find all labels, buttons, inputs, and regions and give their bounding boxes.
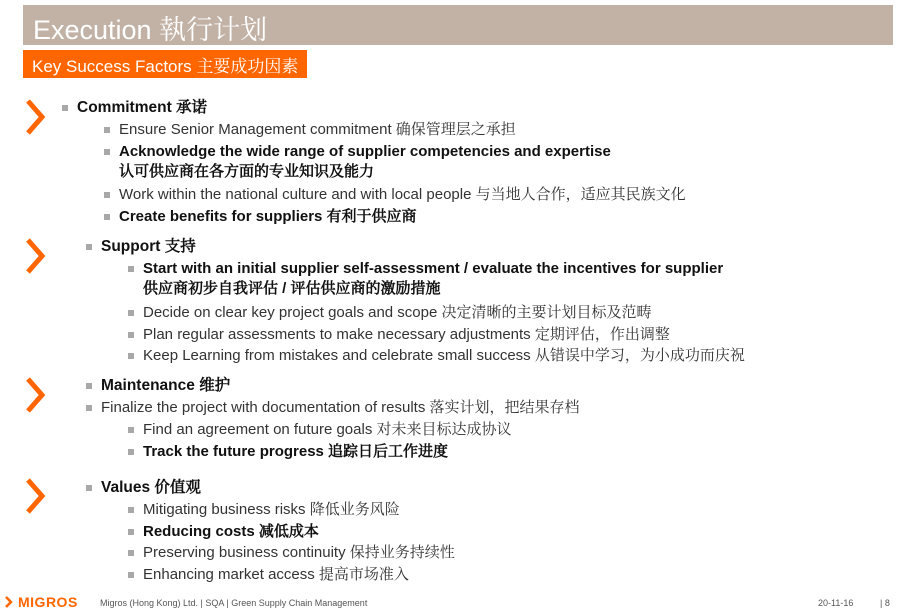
list-item: Keep Learning from mistakes and celebrate small success 从错误中学习，为小成功而庆祝 xyxy=(128,346,745,366)
chevron-right-icon xyxy=(4,595,14,609)
section-heading-values: Values 价值观 xyxy=(86,478,201,498)
bullet-icon xyxy=(86,244,92,250)
chevron-right-icon xyxy=(25,376,47,414)
subtitle-banner xyxy=(23,50,307,78)
list-item: Ensure Senior Management commitment 确保管理层之承担 xyxy=(104,120,516,140)
list-item: Find an agreement on future goals 对未来目标达成协议 xyxy=(128,420,511,440)
bullet-icon xyxy=(86,485,92,491)
bullet-icon xyxy=(128,353,134,359)
bullet-icon xyxy=(128,550,134,556)
bullet-icon xyxy=(104,149,110,155)
bullet-icon xyxy=(86,383,92,389)
section-heading-support: Support 支持 xyxy=(86,237,196,257)
bullet-icon xyxy=(104,127,110,133)
chevron-right-icon xyxy=(25,477,47,515)
title-bar xyxy=(23,5,893,45)
list-item: Track the future progress 追踪日后工作进度 xyxy=(128,442,448,462)
list-item: Start with an initial supplier self-assessment / evaluate the incentives for supplier 供应商初步自我评估 / 评估供应商的激励措施 xyxy=(128,259,723,299)
footer-text: Migros (Hong Kong) Ltd. | SQA | Green Supply Chain Management xyxy=(100,598,368,608)
bullet-icon xyxy=(128,529,134,535)
list-item: Work within the national culture and with local people 与当地人合作，适应其民族文化 xyxy=(104,185,686,205)
bullet-icon xyxy=(62,105,68,111)
list-item: Decide on clear key project goals and scope 决定清晰的主要计划目标及范畴 xyxy=(128,303,652,323)
slide-title: Execution 執行计划 xyxy=(33,15,268,45)
migros-logo xyxy=(4,594,78,610)
bullet-icon xyxy=(86,405,92,411)
list-item: Create benefits for suppliers 有利于供应商 xyxy=(104,207,417,227)
chevron-right-icon xyxy=(25,98,47,136)
footer-date: 20-11-16 xyxy=(818,598,854,608)
bullet-icon xyxy=(128,572,134,578)
bullet-icon xyxy=(128,332,134,338)
list-item: Mitigating business risks 降低业务风险 xyxy=(128,500,400,520)
list-item: Enhancing market access 提高市场准入 xyxy=(128,565,409,585)
bullet-icon xyxy=(104,192,110,198)
slide-subtitle: Key Success Factors 主要成功因素 xyxy=(32,56,299,76)
bullet-icon xyxy=(128,427,134,433)
list-item: Finalize the project with documentation of results 落实计划，把结果存档 xyxy=(86,398,580,418)
list-item: Acknowledge the wide range of supplier competencies and expertise 认可供应商在各方面的专业知识及能力 xyxy=(104,142,611,182)
section-heading-maintenance: Maintenance 维护 xyxy=(86,376,230,396)
list-item: Plan regular assessments to make necessary adjustments 定期评估，作出调整 xyxy=(128,325,670,345)
bullet-icon xyxy=(128,266,134,272)
chevron-right-icon xyxy=(25,237,47,275)
list-item: Reducing costs 减低成本 xyxy=(128,522,319,542)
logo-text: MIGROS xyxy=(18,594,78,610)
section-heading-commitment: Commitment 承诺 xyxy=(62,98,207,118)
bullet-icon xyxy=(128,310,134,316)
bullet-icon xyxy=(104,214,110,220)
page-number: | 8 xyxy=(880,598,890,608)
bullet-icon xyxy=(128,449,134,455)
bullet-icon xyxy=(128,507,134,513)
list-item: Preserving business continuity 保持业务持续性 xyxy=(128,543,455,563)
